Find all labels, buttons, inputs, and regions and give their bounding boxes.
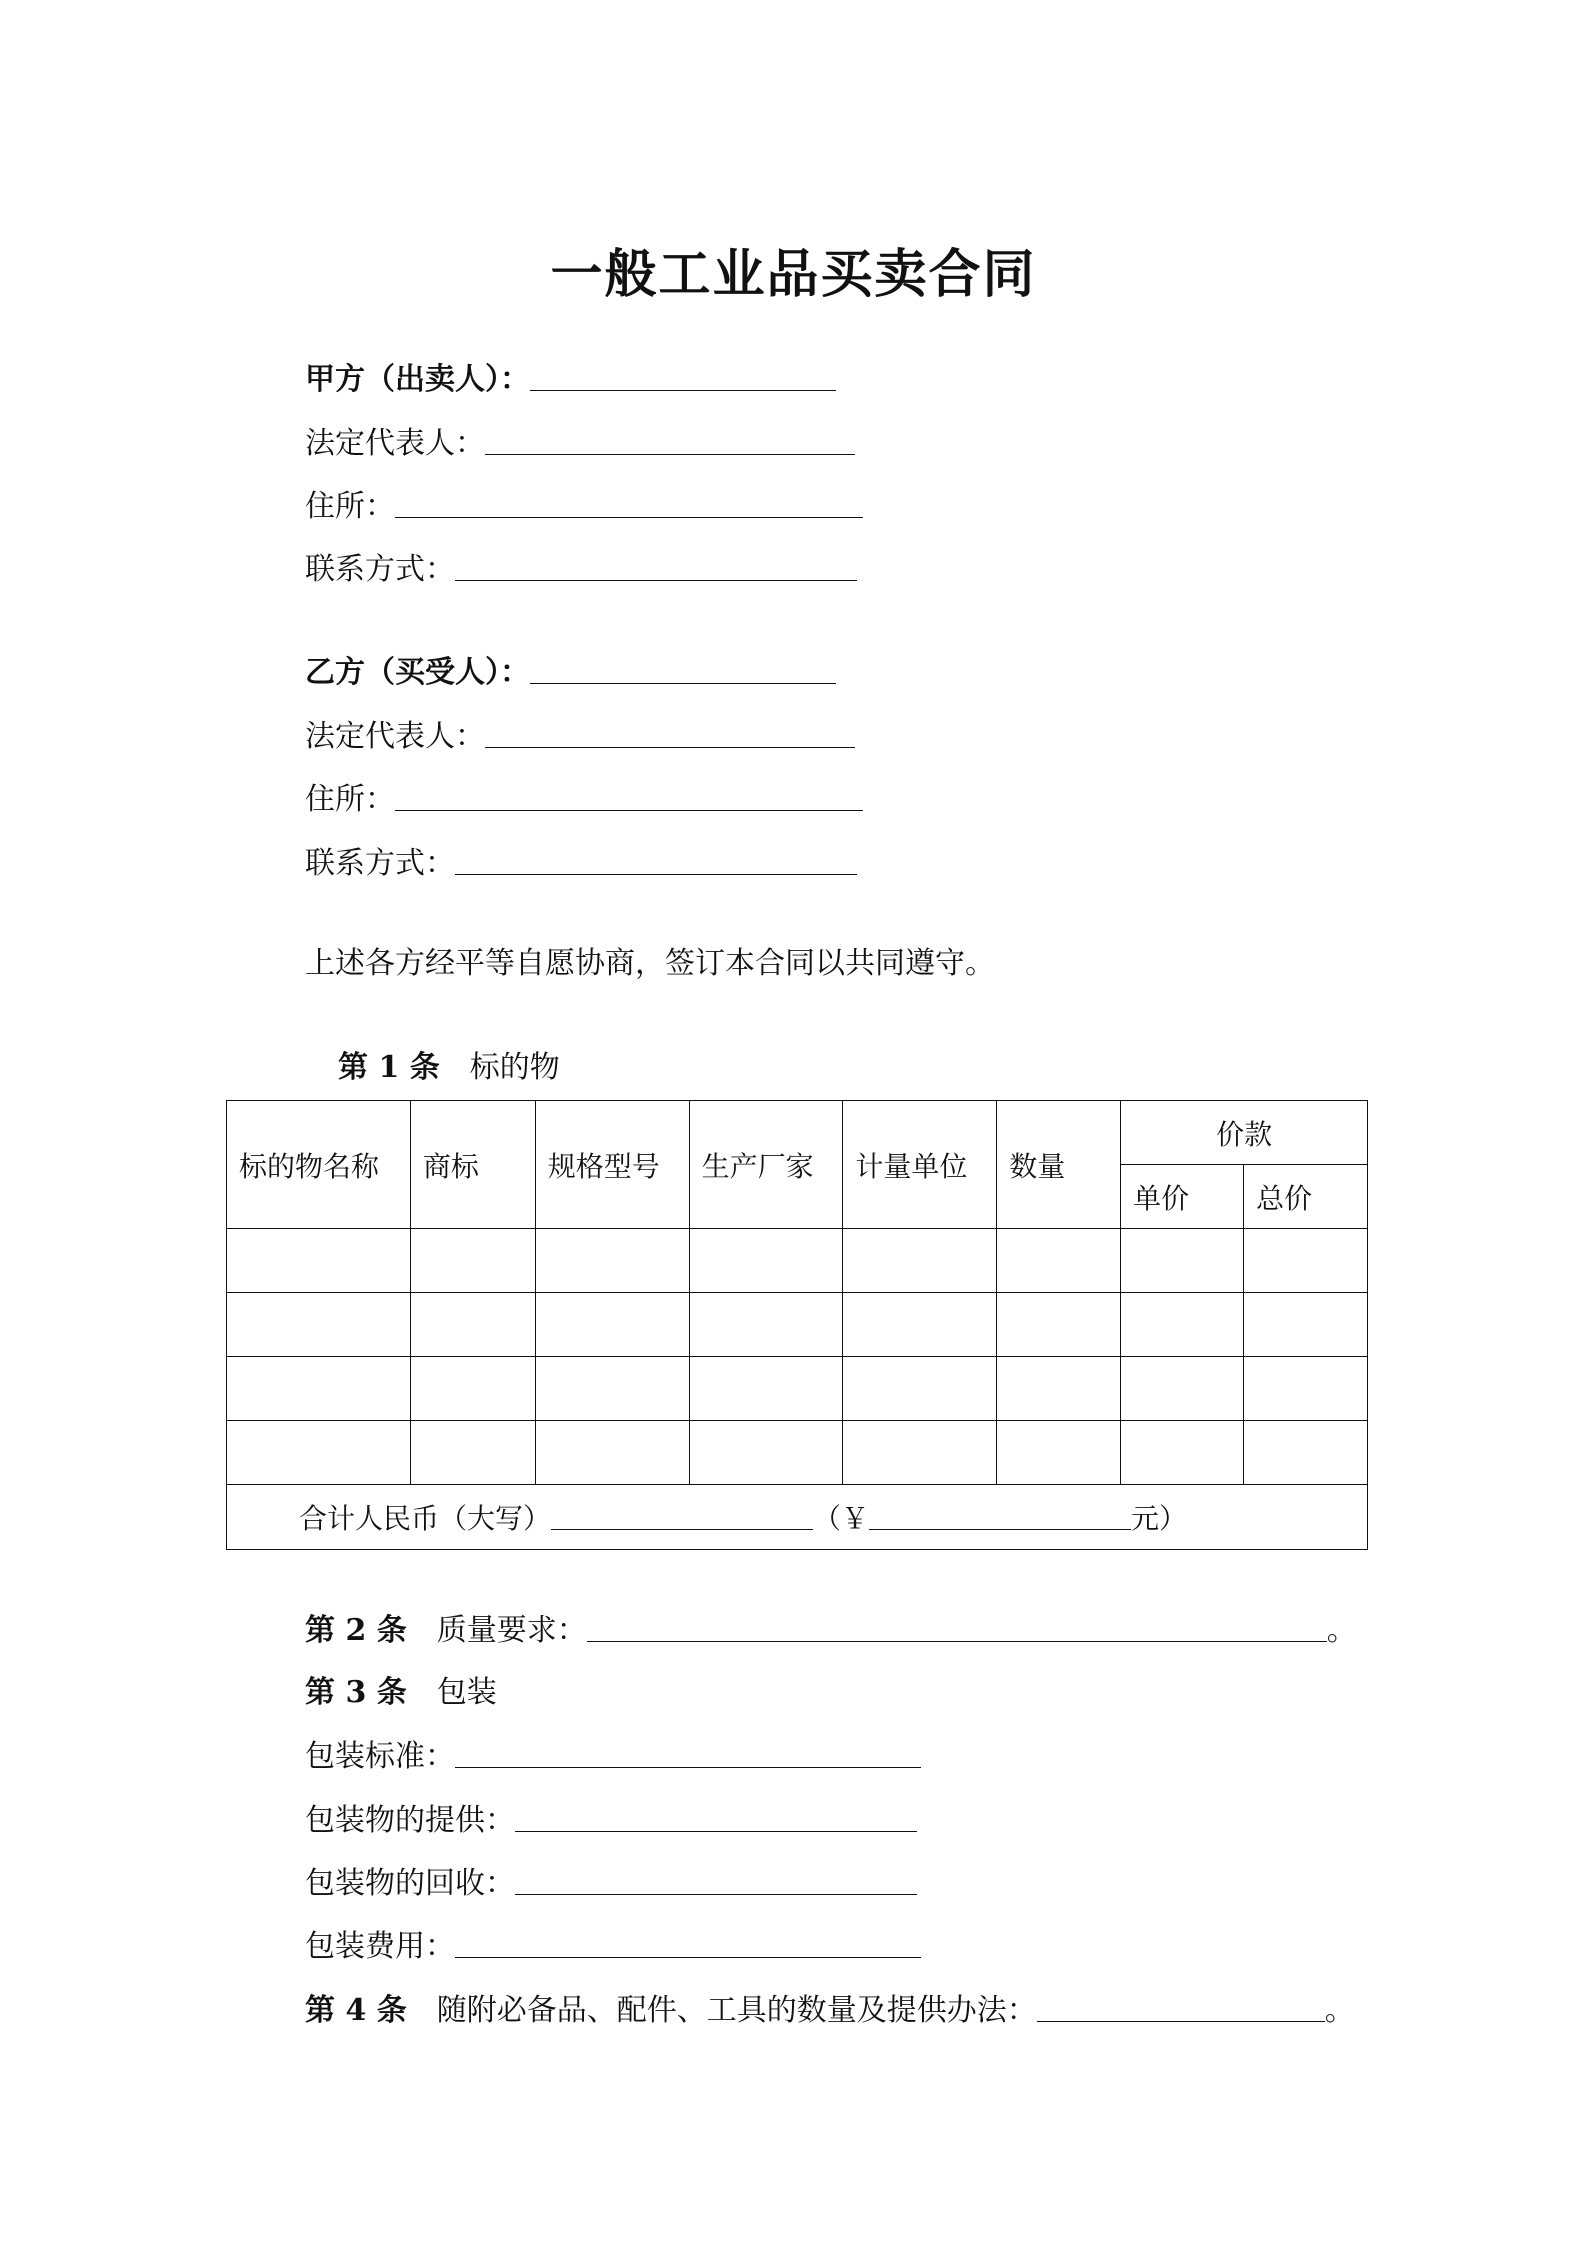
article-2-number: 第 2 条 (305, 1613, 407, 1648)
article-2-line (305, 1607, 1357, 1653)
party-b-address-label: 住所： (305, 782, 395, 817)
party-b-contact-field[interactable] (455, 840, 857, 875)
party-b-address-line (305, 776, 863, 822)
header-total-price: 总价 (1244, 1165, 1368, 1229)
party-a-rep-field[interactable] (485, 420, 855, 455)
sum-close: 元） (1131, 1502, 1188, 1535)
sum-label: 合计人民币（大写） (299, 1502, 552, 1535)
article-4-label: 随附必备品、配件、工具的数量及提供办法： (436, 1993, 1037, 2028)
party-a-name-field[interactable] (530, 356, 836, 391)
party-a-contact-label: 联系方式： (305, 552, 455, 587)
table-cell[interactable] (1121, 1293, 1244, 1357)
party-a-contact-line (305, 546, 857, 592)
table-sum-row (227, 1485, 1368, 1550)
header-quantity: 数量 (997, 1101, 1121, 1229)
party-b-address-field[interactable] (395, 776, 863, 811)
packaging-standard-field[interactable] (455, 1733, 921, 1768)
table-cell[interactable] (227, 1357, 411, 1421)
party-a-heading: 甲方（出卖人）： (305, 362, 530, 397)
table-cell[interactable] (689, 1229, 843, 1293)
table-cell[interactable] (997, 1421, 1121, 1485)
header-item-name: 标的物名称 (227, 1101, 411, 1229)
header-price: 价款 (1121, 1101, 1368, 1165)
article-3-heading (305, 1670, 497, 1716)
sum-cell (227, 1485, 1368, 1550)
party-a-address-field[interactable] (395, 483, 863, 518)
packaging-standard-line (305, 1733, 921, 1779)
table-cell[interactable] (227, 1293, 411, 1357)
table-row (227, 1357, 1368, 1421)
table-cell[interactable] (410, 1357, 535, 1421)
document-title: 一般工业品买卖合同 (550, 244, 1037, 305)
party-a-contact-field[interactable] (455, 546, 857, 581)
table-row (227, 1229, 1368, 1293)
article-2-end: 。 (1326, 1613, 1357, 1648)
table-cell[interactable] (535, 1229, 689, 1293)
table-cell[interactable] (843, 1421, 997, 1485)
table-cell[interactable] (1121, 1229, 1244, 1293)
party-a-address-line (305, 483, 863, 529)
party-b-rep-label: 法定代表人： (305, 719, 485, 754)
table-cell[interactable] (535, 1293, 689, 1357)
article-3-title: 包装 (436, 1675, 497, 1710)
header-unit: 计量单位 (843, 1101, 997, 1229)
table-cell[interactable] (535, 1421, 689, 1485)
party-a-heading-line (305, 356, 836, 402)
sum-uppercase-field[interactable] (551, 1499, 813, 1530)
sum-amount-field[interactable] (869, 1499, 1131, 1530)
accessories-field[interactable] (1037, 1987, 1325, 2022)
article-2-label: 质量要求： (436, 1613, 587, 1648)
table-row (227, 1421, 1368, 1485)
party-a-rep-line (305, 420, 855, 466)
article-1-heading (338, 1045, 560, 1091)
table-row (227, 1293, 1368, 1357)
table-cell[interactable] (689, 1357, 843, 1421)
party-b-rep-field[interactable] (485, 713, 855, 748)
party-b-heading: 乙方（买受人）： (305, 655, 530, 690)
table-cell[interactable] (997, 1357, 1121, 1421)
party-b-name-field[interactable] (530, 649, 836, 684)
table-cell[interactable] (227, 1421, 411, 1485)
packaging-standard-label: 包装标准： (305, 1739, 455, 1774)
header-unit-price: 单价 (1121, 1165, 1244, 1229)
party-a-address-label: 住所： (305, 489, 395, 524)
table-cell[interactable] (997, 1293, 1121, 1357)
party-b-heading-line (305, 649, 836, 695)
article-4-end: 。 (1324, 1993, 1355, 2028)
table-cell[interactable] (689, 1421, 843, 1485)
article-3-number: 第 3 条 (305, 1675, 407, 1710)
table-cell[interactable] (410, 1229, 535, 1293)
table-cell[interactable] (843, 1229, 997, 1293)
table-header-row (227, 1101, 1368, 1165)
table-cell[interactable] (1121, 1357, 1244, 1421)
article-1-title: 标的物 (469, 1050, 560, 1085)
table-cell[interactable] (689, 1293, 843, 1357)
article-1-number: 第 1 条 (338, 1050, 440, 1085)
quality-requirement-field[interactable] (587, 1607, 1327, 1642)
header-spec-model: 规格型号 (535, 1101, 689, 1229)
goods-table (226, 1100, 1368, 1550)
article-4-number: 第 4 条 (305, 1993, 407, 2028)
party-b-contact-label: 联系方式： (305, 846, 455, 881)
table-cell[interactable] (535, 1357, 689, 1421)
table-cell[interactable] (1244, 1229, 1368, 1293)
sum-open: （￥ (813, 1502, 870, 1535)
table-cell[interactable] (843, 1357, 997, 1421)
table-cell[interactable] (410, 1421, 535, 1485)
party-b-rep-line (305, 713, 855, 759)
table-cell[interactable] (1121, 1421, 1244, 1485)
header-trademark: 商标 (410, 1101, 535, 1229)
table-cell[interactable] (1244, 1293, 1368, 1357)
packaging-cost-label: 包装费用： (305, 1929, 455, 1964)
packaging-supply-label: 包装物的提供： (305, 1803, 515, 1838)
party-a-rep-label: 法定代表人： (305, 426, 485, 461)
packaging-recycle-field[interactable] (515, 1860, 917, 1895)
table-cell[interactable] (227, 1229, 411, 1293)
packaging-recycle-line (305, 1860, 917, 1906)
packaging-recycle-label: 包装物的回收： (305, 1866, 515, 1901)
packaging-supply-line (305, 1797, 917, 1843)
preamble: 上述各方经平等自愿协商，签订本合同以共同遵守。 (305, 946, 995, 981)
party-b-contact-line (305, 840, 857, 886)
table-cell[interactable] (1244, 1357, 1368, 1421)
table-cell[interactable] (410, 1293, 535, 1357)
table-cell[interactable] (843, 1293, 997, 1357)
table-cell[interactable] (997, 1229, 1121, 1293)
header-manufacturer: 生产厂家 (689, 1101, 843, 1229)
article-4-line (305, 1987, 1355, 2033)
packaging-cost-line (305, 1923, 921, 1969)
packaging-cost-field[interactable] (455, 1923, 921, 1958)
table-cell[interactable] (1244, 1421, 1368, 1485)
packaging-supply-field[interactable] (515, 1797, 917, 1832)
